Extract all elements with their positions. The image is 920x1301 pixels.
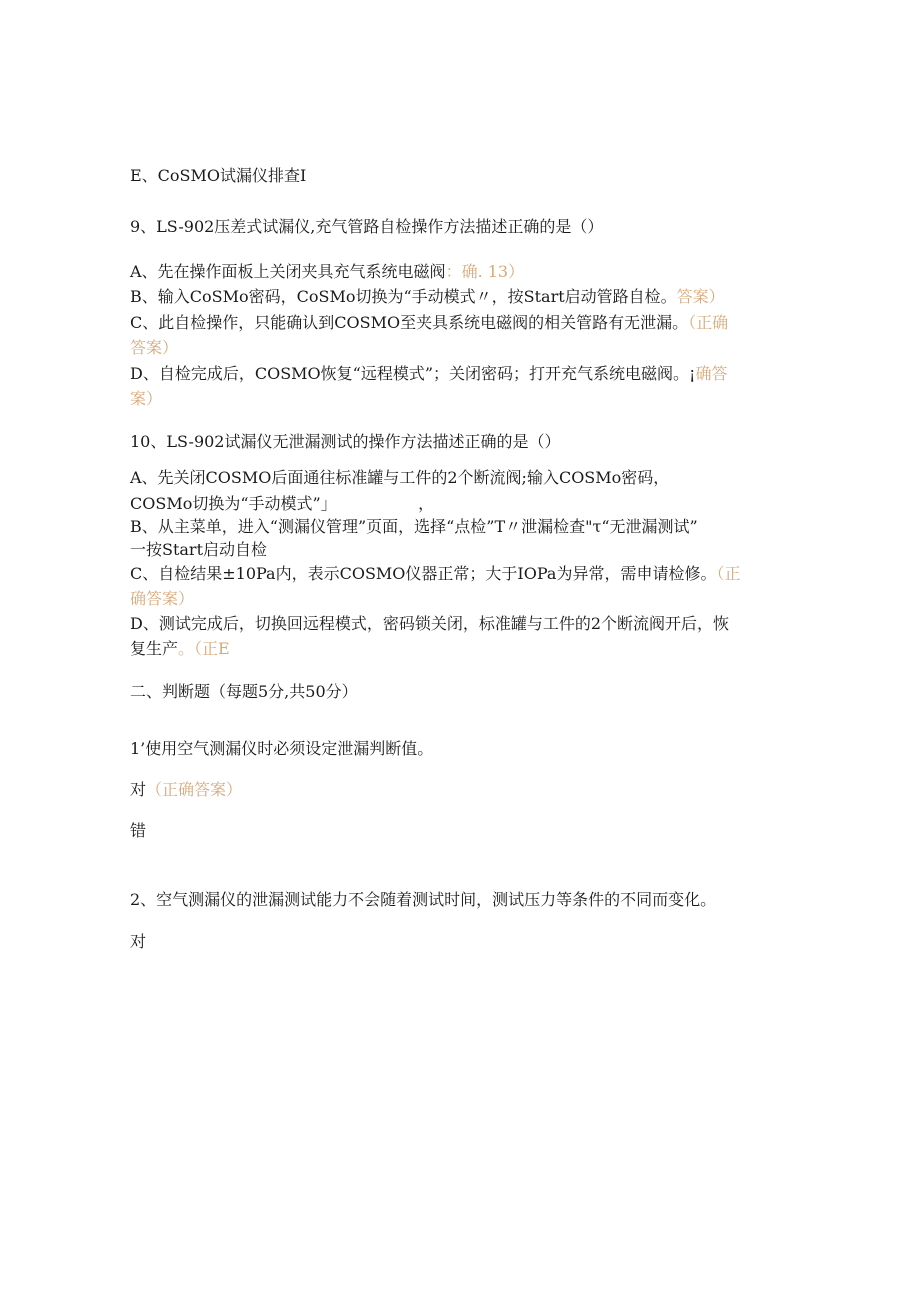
option-text: 一按Start启动自检 bbox=[130, 540, 268, 559]
j2-stem bbox=[130, 888, 716, 912]
question-text: 9、LS-902压差式试漏仪,充气管路自检操作方法描述正确的是（） bbox=[130, 217, 604, 236]
question-text: 10、LS-902试漏仪无泄漏测试的操作方法描述正确的是（） bbox=[130, 432, 561, 451]
q9-option-c-line2 bbox=[130, 336, 178, 360]
option-text: A、先关闭COSMO后面通往标准罐与工件的2个断流阀;输入COSMo密码， bbox=[130, 468, 670, 487]
option-text: B、输入CoSMo密码，CoSMo切换为“手动模式〃，按Start启动管路自检。 bbox=[130, 287, 677, 306]
option-text: 对 bbox=[130, 780, 147, 799]
q10-option-b-line1 bbox=[130, 515, 698, 539]
section-title-judgement bbox=[130, 680, 358, 704]
q9-option-d-line1 bbox=[130, 362, 727, 386]
question-text: 2、空气测漏仪的泄漏测试能力不会随着测试时间，测试压力等条件的不同而变化。 bbox=[130, 890, 717, 909]
q10-option-a-line2 bbox=[130, 492, 434, 516]
option-text: C、自检结果±10Pa内，表示COSMO仪器正常；大于IOPa为异常，需申请检修。 bbox=[130, 564, 717, 583]
option-text: 复生产 bbox=[130, 639, 179, 658]
q10-option-b-line2 bbox=[130, 538, 267, 562]
q8-option-e bbox=[130, 164, 306, 188]
option-text: D、自检完成后，COSMO恢复“远程模式”；关闭密码；打开充气系统电磁阀。¡ bbox=[130, 364, 696, 383]
answer-mark: 确答 bbox=[695, 364, 728, 383]
answer-mark: 。（正E bbox=[178, 639, 230, 658]
section-title: 二、判断题（每题5分,共50分） bbox=[130, 682, 358, 701]
j2-option-true bbox=[130, 930, 146, 954]
answer-mark: 答案） bbox=[130, 338, 179, 357]
j1-stem bbox=[130, 737, 433, 761]
q9-option-b bbox=[130, 285, 725, 309]
option-text: COSMo切换为“手动模式”」 ， bbox=[130, 494, 435, 513]
answer-mark: ：确. 13） bbox=[445, 262, 525, 281]
q9-option-d-line2 bbox=[130, 387, 162, 411]
option-text: E、CoSMO试漏仪排查I bbox=[130, 166, 307, 185]
j1-option-false bbox=[130, 819, 146, 843]
answer-mark: （正 bbox=[716, 564, 741, 583]
q10-option-d-line1 bbox=[130, 612, 729, 636]
q9-option-c-line1 bbox=[130, 311, 728, 335]
answer-mark: （正确 bbox=[688, 313, 729, 332]
answer-mark: 案） bbox=[130, 389, 163, 408]
question-text: 1’使用空气测漏仪时必须设定泄漏判断值。 bbox=[130, 739, 434, 758]
option-text: C、此自检操作，只能确认到COSMO至夹具系统电磁阀的相关管路有无泄漏。 bbox=[130, 313, 689, 332]
q9-stem bbox=[130, 215, 603, 239]
q10-option-c-line1 bbox=[130, 562, 740, 586]
j1-option-true bbox=[130, 778, 242, 802]
option-text: 错 bbox=[130, 821, 147, 840]
q9-option-a bbox=[130, 260, 524, 284]
q10-option-d-line2 bbox=[130, 637, 230, 661]
q10-option-a-line1 bbox=[130, 466, 669, 490]
q10-stem bbox=[130, 430, 560, 454]
option-text: B、从主菜单，进入“测漏仪管理”页面，选择“点检”T〃泄漏检查"τ“无泄漏测试” bbox=[130, 517, 698, 536]
answer-mark: 确答案） bbox=[130, 589, 195, 608]
option-text: A、先在操作面板上关闭夹具充气系统电磁阀 bbox=[130, 262, 446, 281]
answer-mark: （正确答案） bbox=[146, 780, 243, 799]
option-text: D、测试完成后，切换回远程模式，密码锁关闭，标准罐与工件的2个断流阀开后，恢 bbox=[130, 614, 730, 633]
option-text: 对 bbox=[130, 932, 147, 951]
q10-option-c-line2 bbox=[130, 587, 194, 611]
answer-mark: 答案） bbox=[676, 287, 725, 306]
